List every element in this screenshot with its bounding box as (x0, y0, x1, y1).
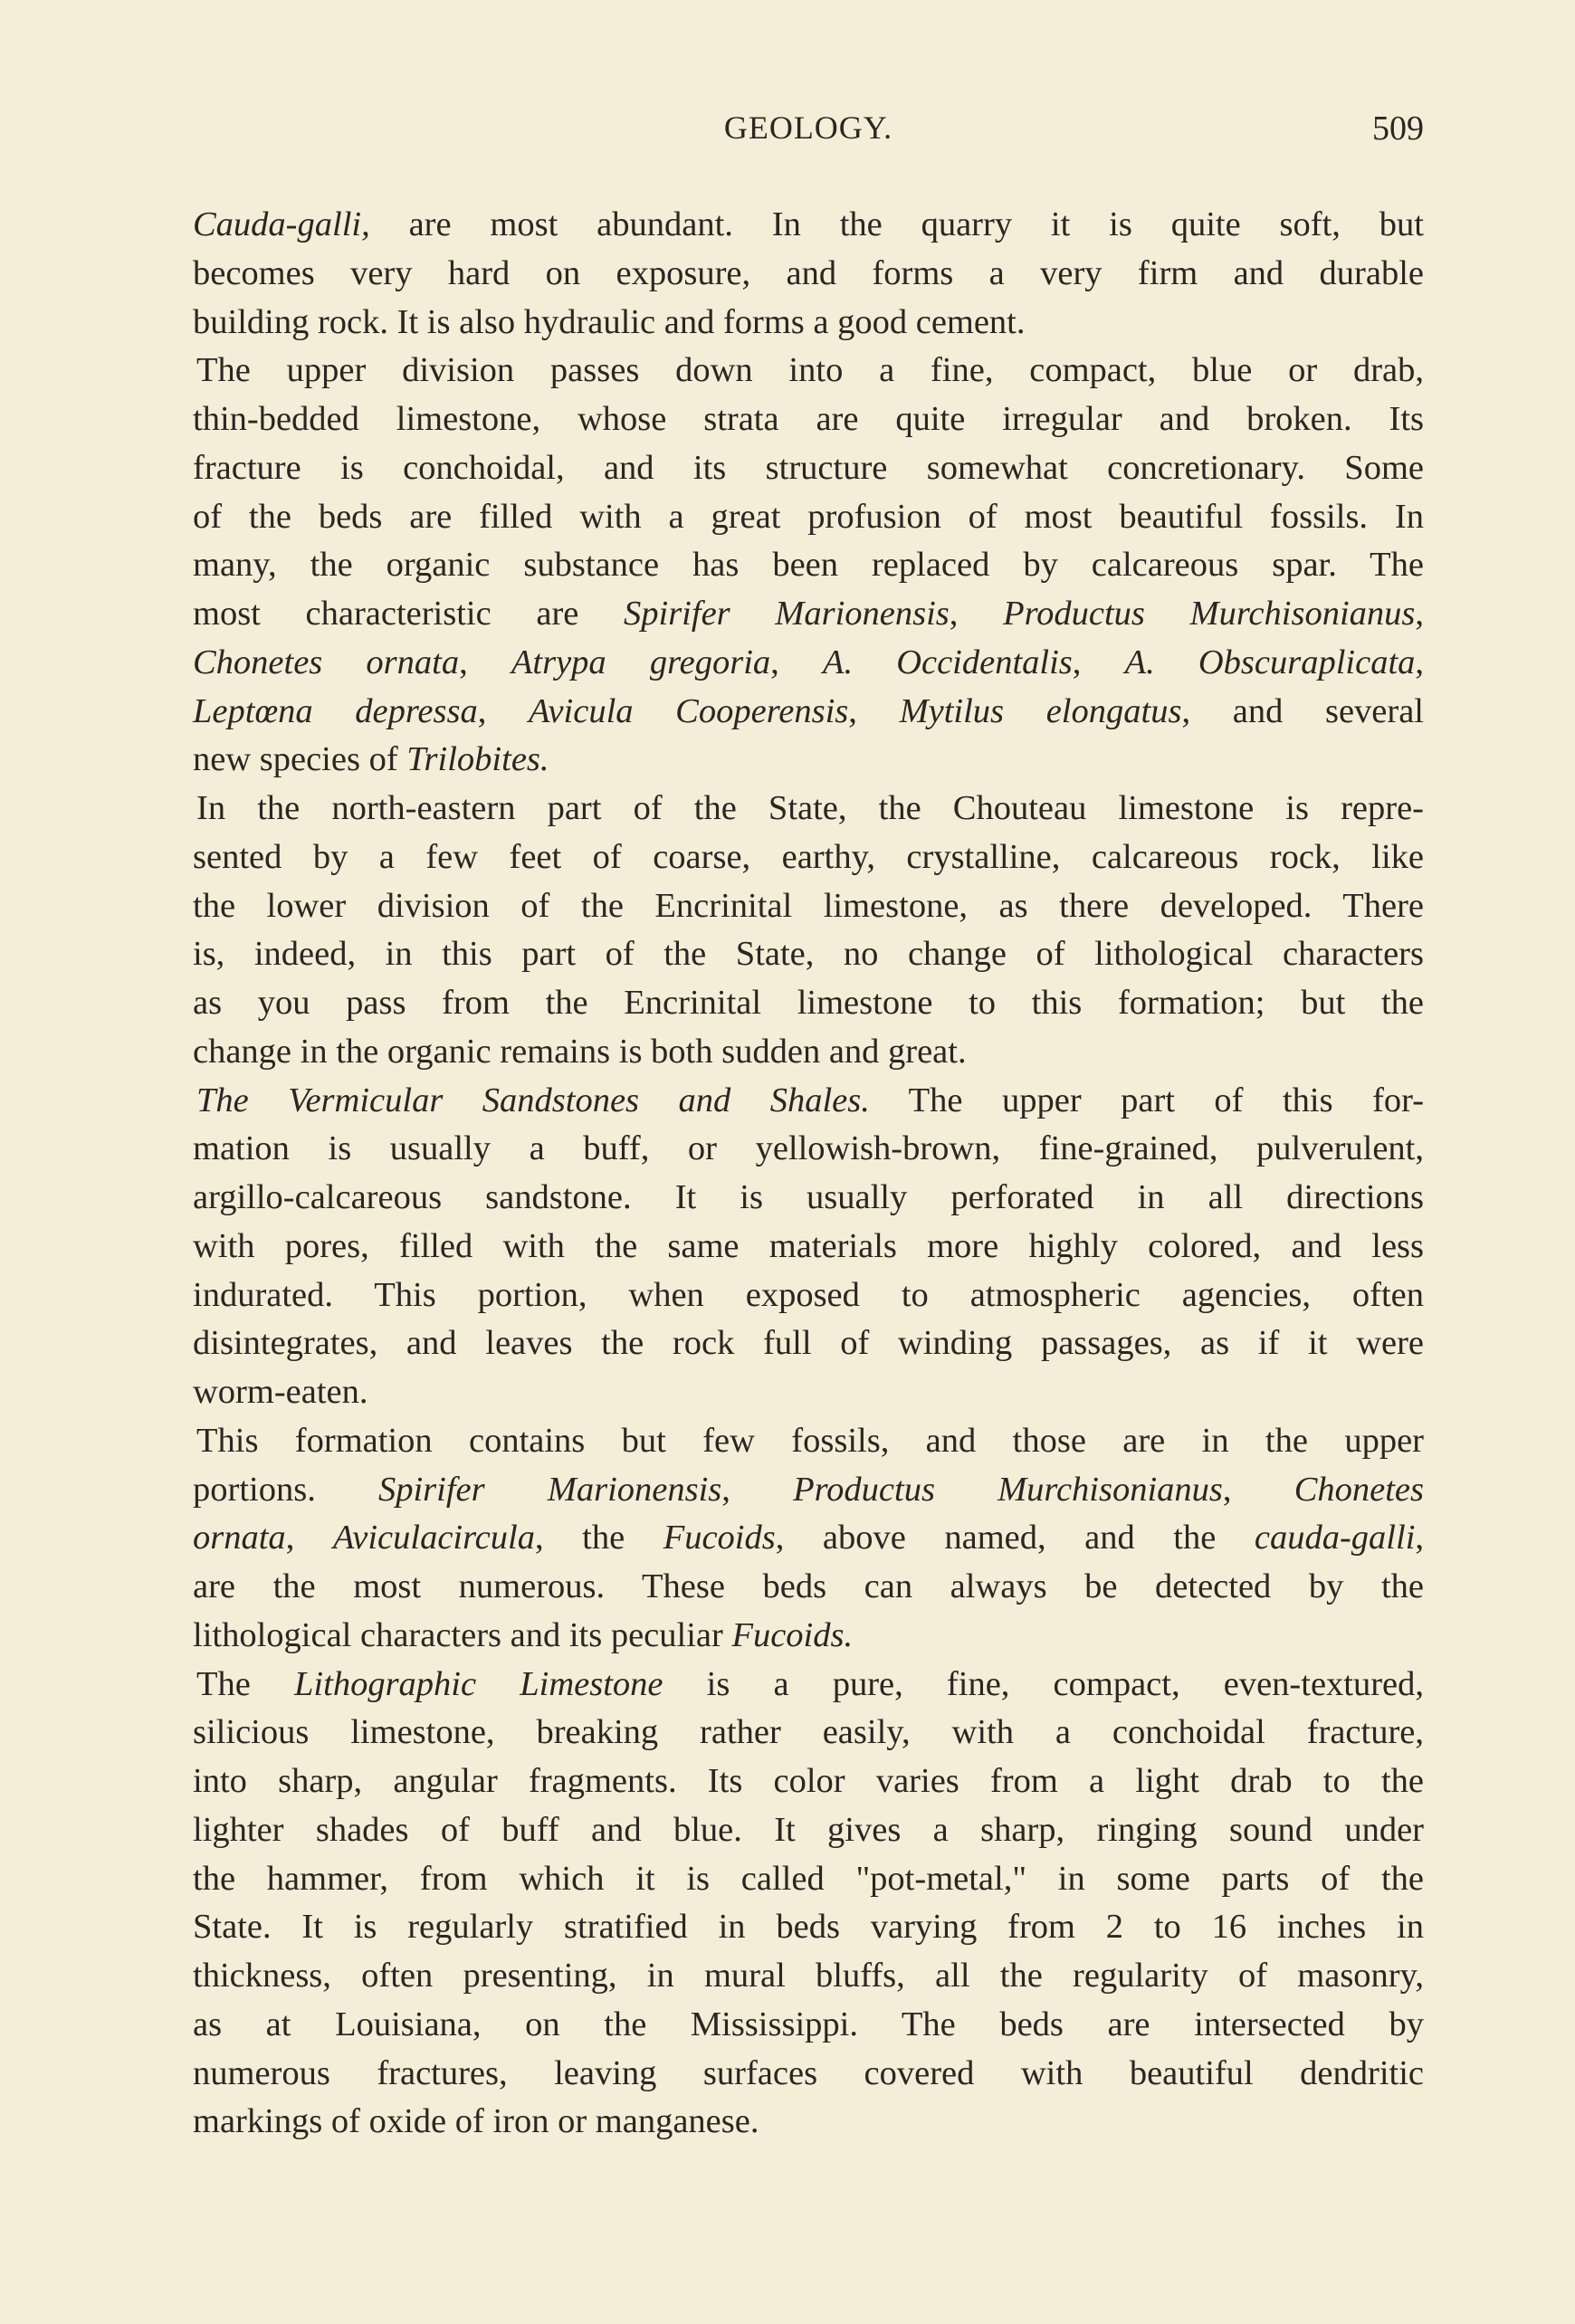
text-line (193, 395, 1424, 444)
text-line (193, 1319, 1424, 1368)
text-segment: becomes very hard on exposure, and forms a very firm and durable (193, 253, 1424, 292)
text-segment: most characteristic are (193, 595, 624, 633)
text-segment: lithological characters and its peculiar (193, 1615, 732, 1654)
italic-term: A. Obscuraplicata (1124, 643, 1416, 681)
text-segment: many, the organic substance has been replaced by calcareous spar. The (193, 546, 1424, 585)
text-line (193, 833, 1424, 882)
text-segment: portions. (193, 1470, 378, 1509)
text-line (193, 1855, 1424, 1904)
italic-term: Fucoids (663, 1519, 776, 1557)
text-segment: This formation contains but few fossils, and those are in the upper (196, 1421, 1424, 1460)
italic-term: Leptœna depressa (193, 691, 478, 730)
text-line (193, 1563, 1424, 1612)
text-segment: markings of oxide of iron or manganese. (193, 2102, 759, 2141)
text-line (193, 201, 1424, 250)
text-segment: is, indeed, in this part of the State, no change of lithological characters (193, 935, 1424, 974)
text-line (193, 1709, 1424, 1757)
italic-term: Productus Murchisonianus (1003, 595, 1416, 633)
text-segment: disintegrates, and leaves the rock full of winding passages, as if it were (193, 1324, 1424, 1363)
page-header (193, 109, 1424, 159)
text-line (193, 493, 1424, 542)
text-segment: , (1072, 643, 1125, 681)
text-segment: new species of (193, 740, 407, 779)
text-segment: thickness, often presenting, in mural bluffs, all the regularity of masonry, (193, 1957, 1424, 1995)
text-segment: , (1415, 595, 1425, 633)
text-segment: , and several (1181, 691, 1425, 730)
text-segment: , (770, 643, 823, 681)
text-line (193, 882, 1424, 931)
text-line (193, 1661, 1424, 1710)
text-segment: numerous fractures, leaving surfaces covered with beautiful dendritic (193, 2053, 1424, 2092)
text-segment: fracture is conchoidal, and its structure somewhat concretionary. Some (193, 448, 1424, 487)
text-segment: The (196, 1664, 295, 1703)
text-segment: sented by a few feet of coarse, earthy, crystalline, calcareous rock, like (193, 837, 1424, 876)
text-line (193, 1223, 1424, 1272)
text-line (193, 2001, 1424, 2050)
italic-term: Fucoids. (731, 1615, 854, 1654)
italic-term: cauda-galli (1254, 1519, 1416, 1557)
text-line (193, 639, 1424, 688)
text-segment: indurated. This portion, when exposed to atmospheric agencies, often (193, 1275, 1424, 1314)
italic-term: Aviculacircula (332, 1519, 535, 1557)
text-segment: The upper division passes down into a fine, compact, blue or drab, (196, 351, 1424, 390)
text-line (193, 1612, 1424, 1661)
text-line (193, 1272, 1424, 1320)
text-segment: , (285, 1519, 333, 1557)
text-segment: thin-bedded limestone, whose strata are quite irregular and broken. Its (193, 400, 1424, 438)
text-line (193, 1806, 1424, 1855)
text-line (193, 1028, 1424, 1077)
text-line (193, 1174, 1424, 1223)
text-segment: , (721, 1470, 794, 1509)
text-segment: as you pass from the Encrinital limestone to this formation; but the (193, 984, 1424, 1022)
text-segment: of the beds are filled with a great profusion of most beautiful fossils. In (193, 497, 1424, 536)
text-line (193, 299, 1424, 348)
text-line (193, 444, 1424, 493)
text-segment: , (1222, 1470, 1294, 1509)
text-segment: State. It is regularly stratified in beds varying from 2 to 16 inches in (193, 1908, 1424, 1947)
text-segment: , the (534, 1519, 663, 1557)
text-segment: the lower division of the Encrinital limestone, as there developed. There (193, 886, 1424, 925)
text-segment: , (949, 595, 1004, 633)
text-line (193, 1952, 1424, 2001)
text-line (193, 688, 1424, 737)
text-line (193, 590, 1424, 639)
body-text (193, 201, 1424, 2147)
text-segment: into sharp, angular fragments. Its color varies from a light drab to the (193, 1762, 1424, 1800)
italic-term: Chonetes (1293, 1470, 1425, 1509)
text-line (193, 1466, 1424, 1515)
italic-term: Spirifer Marionensis (377, 1470, 722, 1509)
text-segment: is a pure, fine, compact, even-textured, (663, 1664, 1425, 1703)
text-segment: worm-eaten. (193, 1373, 368, 1411)
italic-term: Chonetes ornata (193, 643, 460, 681)
running-title: GEOLOGY. (723, 110, 893, 146)
italic-term: Lithographic Limestone (294, 1664, 663, 1703)
text-line (193, 1077, 1424, 1126)
text-segment: the hammer, from which it is called "pot-metal," in some parts of the (193, 1859, 1424, 1898)
text-line (193, 1417, 1424, 1466)
text-segment: building rock. It is also hydraulic and forms a good cement. (193, 302, 1026, 341)
text-segment: In the north-eastern part of the State, the Chouteau limestone is repre- (196, 789, 1424, 827)
text-segment: change in the organic remains is both sudden and great. (193, 1032, 967, 1071)
text-line (193, 1903, 1424, 1952)
text-segment: , (459, 643, 511, 681)
text-line (193, 2098, 1424, 2147)
text-segment: , (848, 691, 900, 730)
italic-term: Mytilus elongatus (899, 691, 1182, 730)
text-line (193, 2050, 1424, 2099)
text-line (193, 930, 1424, 979)
text-line (193, 1368, 1424, 1417)
text-line (193, 541, 1424, 590)
text-segment: are most abundant. In the quarry it is quite soft, but (369, 205, 1424, 243)
italic-term: The Vermicular Sandstones and Shales. (196, 1081, 870, 1119)
italic-term: Atrypa gregoria (511, 643, 771, 681)
text-line (193, 347, 1424, 395)
text-segment: , above named, and the (775, 1519, 1255, 1557)
text-segment: , (477, 691, 530, 730)
text-segment: argillo-calcareous sandstone. It is usually perforated in all directions (193, 1178, 1424, 1216)
text-line (193, 1125, 1424, 1174)
italic-term: Productus Murchisonianus (793, 1470, 1223, 1509)
text-segment: , (1415, 643, 1425, 681)
italic-term: ornata (193, 1519, 286, 1557)
text-segment: lighter shades of buff and blue. It gives a sharp, ringing sound under (193, 1810, 1424, 1849)
text-segment: as at Louisiana, on the Mississippi. The beds are intersected by (193, 2005, 1424, 2043)
text-segment: , (1415, 1519, 1425, 1557)
page-number: 509 (1372, 110, 1424, 148)
text-line (193, 1757, 1424, 1806)
text-line (193, 979, 1424, 1028)
text-segment: are the most numerous. These beds can always be detected by the (193, 1567, 1424, 1605)
italic-term: A. Occidentalis (822, 643, 1073, 681)
text-segment: The upper part of this for- (869, 1081, 1425, 1119)
text-line (193, 785, 1424, 833)
italic-term: Cauda-galli, (193, 205, 370, 243)
text-segment: mation is usually a buff, or yellowish-brown, fine-grained, pulverulent, (193, 1129, 1424, 1168)
text-line (193, 736, 1424, 785)
text-line (193, 250, 1424, 299)
text-line (193, 1514, 1424, 1563)
italic-term: Trilobites. (406, 740, 549, 779)
text-segment: silicious limestone, breaking rather easily, with a conchoidal fracture, (193, 1713, 1424, 1752)
italic-term: Avicula Cooperensis (529, 691, 849, 730)
italic-term: Spirifer Marionensis (624, 595, 950, 633)
text-segment: with pores, filled with the same materials more highly colored, and less (193, 1226, 1424, 1265)
